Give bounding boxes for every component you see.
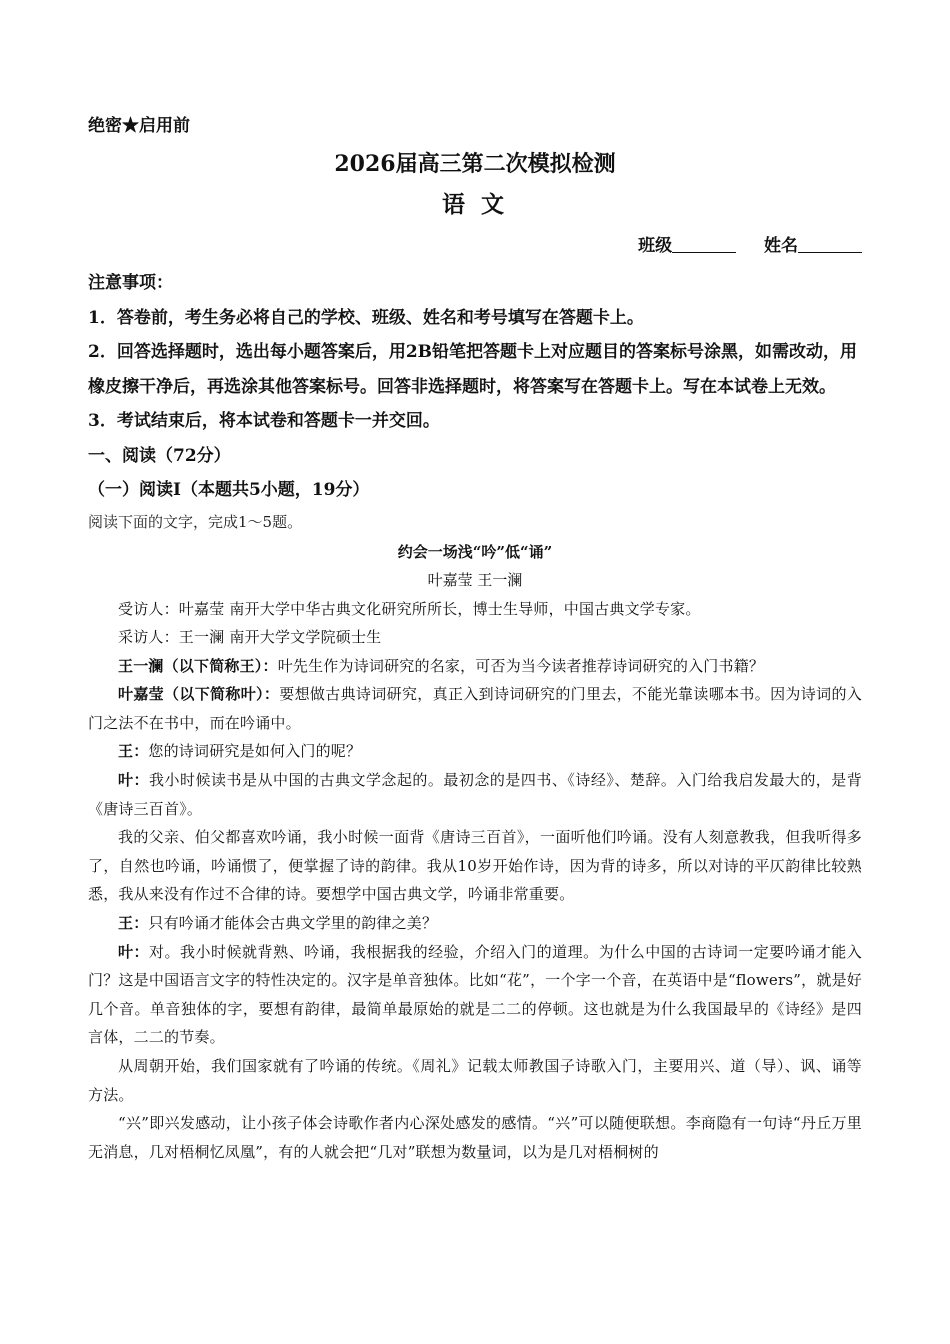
speaker-label: 叶嘉莹（以下简称叶）：	[118, 685, 280, 704]
paragraph-text: 对。我小时候就背熟、吟诵，我根据我的经验，介绍入门的道理。为什么中国的古诗词一定要吟诵才能入门？这是中国语言文字的特性决定的。汉字是单音独体。比如“花”，一个字一个音，在英语中是“flowers”，就是好几个音。单音独体的字，要想有韵律，最简单最原始的就是二二的停顿。这也就是为什么我国最早的《诗经》是四言体，二二的节奏。	[88, 942, 862, 1047]
instruction-text: 阅读下面的文字，完成1～5题。	[88, 512, 303, 531]
paragraph-text: 采访人：王一澜 南开大学文学院硕士生	[118, 628, 382, 647]
paragraph-text: 我小时候读书是从中国的古典文学念起的。最初念的是四书、《诗经》、楚辞。入门给我启发最大的，是背《唐诗三百首》。	[88, 771, 863, 818]
notice-section	[88, 266, 862, 439]
subject-title: 语 文	[441, 191, 508, 218]
part-heading: 一、阅读（72分）	[88, 445, 231, 466]
paragraph-text: 从周朝开始，我们国家就有了吟诵的传统。《周礼》记载太师教国子诗歌入门，主要用兴、道（导）、讽、诵等方法。	[88, 1057, 862, 1104]
paragraph-text: “兴”即兴发感动，让小孩子体会诗歌作者内心深处感发的感情。“兴”可以随便联想。李商隐有一句诗“丹丘万里无消息，几对梧桐忆凤凰”，有的人就会把“几对”联想为数量词，以为是几对梧桐树的	[88, 1114, 862, 1161]
article-title: 约会一场浅“吟”低“诵”	[397, 542, 553, 561]
notice-item: 1．答卷前，考生务必将自己的学校、班级、姓名和考号填写在答题卡上。	[88, 307, 644, 328]
article-body	[88, 595, 862, 1167]
paragraph-text: 受访人：叶嘉莹 南开大学中华古典文化研究所所长，博士生导师，中国古典文学专家。	[118, 599, 701, 618]
exam-page	[88, 108, 862, 1166]
speaker-label: 叶：	[118, 771, 149, 790]
secret-label: 绝密★启用前	[88, 116, 190, 136]
speaker-label: 王：	[118, 914, 149, 933]
article-paragraph	[88, 595, 862, 624]
article-paragraph	[88, 680, 862, 737]
paragraph-text: 要想做古典诗词研究，真正入到诗词研究的门里去，不能光靠读哪本书。因为诗词的入门之法不在书中，而在吟诵中。	[88, 685, 862, 732]
notice-item: 2．回答选择题时，选出每小题答案后，用2B铅笔把答题卡上对应题目的答案标号涂黑，如需改动，用橡皮擦干净后，再选涂其他答案标号。回答非选择题时，将答案写在答题卡上。写在本试卷上无效。	[88, 342, 858, 397]
article-authors: 叶嘉莹 王一澜	[427, 570, 523, 589]
speaker-label: 王：	[118, 742, 149, 761]
subsection-heading: （一）阅读Ⅰ（本题共5小题，19分）	[88, 479, 370, 500]
article-paragraph	[88, 909, 862, 938]
article-paragraph	[88, 823, 862, 909]
class-blank[interactable]	[672, 234, 736, 253]
paragraph-text: 您的诗词研究是如何入门的呢？	[148, 742, 362, 761]
article-paragraph	[88, 1109, 862, 1166]
speaker-label: 叶：	[118, 942, 150, 961]
article-paragraph	[88, 623, 862, 652]
class-label: 班级	[638, 236, 673, 256]
article-paragraph	[88, 1052, 862, 1109]
class-name-fields	[88, 226, 862, 266]
article-paragraph	[88, 737, 862, 766]
name-label: 姓名	[764, 236, 798, 256]
paragraph-text: 只有吟诵才能体会古典文学里的韵律之美？	[148, 914, 438, 933]
exam-title: 2026届高三第二次模拟检测	[334, 151, 616, 177]
article-paragraph	[88, 766, 862, 823]
article-paragraph	[88, 652, 862, 681]
paragraph-text: 叶先生作为诗词研究的名家，可否为当今读者推荐诗词研究的入门书籍？	[277, 656, 765, 675]
paragraph-text: 我的父亲、伯父都喜欢吟诵，我小时候一面背《唐诗三百首》，一面听他们吟诵。没有人刻意教我，但我听得多了，自然也吟诵，吟诵惯了，便掌握了诗的韵律。我从10岁开始作诗，因为背的诗多，所以对诗的平仄韵律比较熟悉，我从来没有作过不合律的诗。要想学中国古典文学，吟诵非常重要。	[88, 828, 862, 904]
article-paragraph	[88, 938, 862, 1052]
speaker-label: 王一澜（以下简称王）：	[118, 656, 278, 675]
notice-item: 3．考试结束后，将本试卷和答题卡一并交回。	[88, 411, 440, 431]
notice-heading: 注意事项：	[88, 273, 173, 293]
name-blank[interactable]	[798, 234, 862, 253]
